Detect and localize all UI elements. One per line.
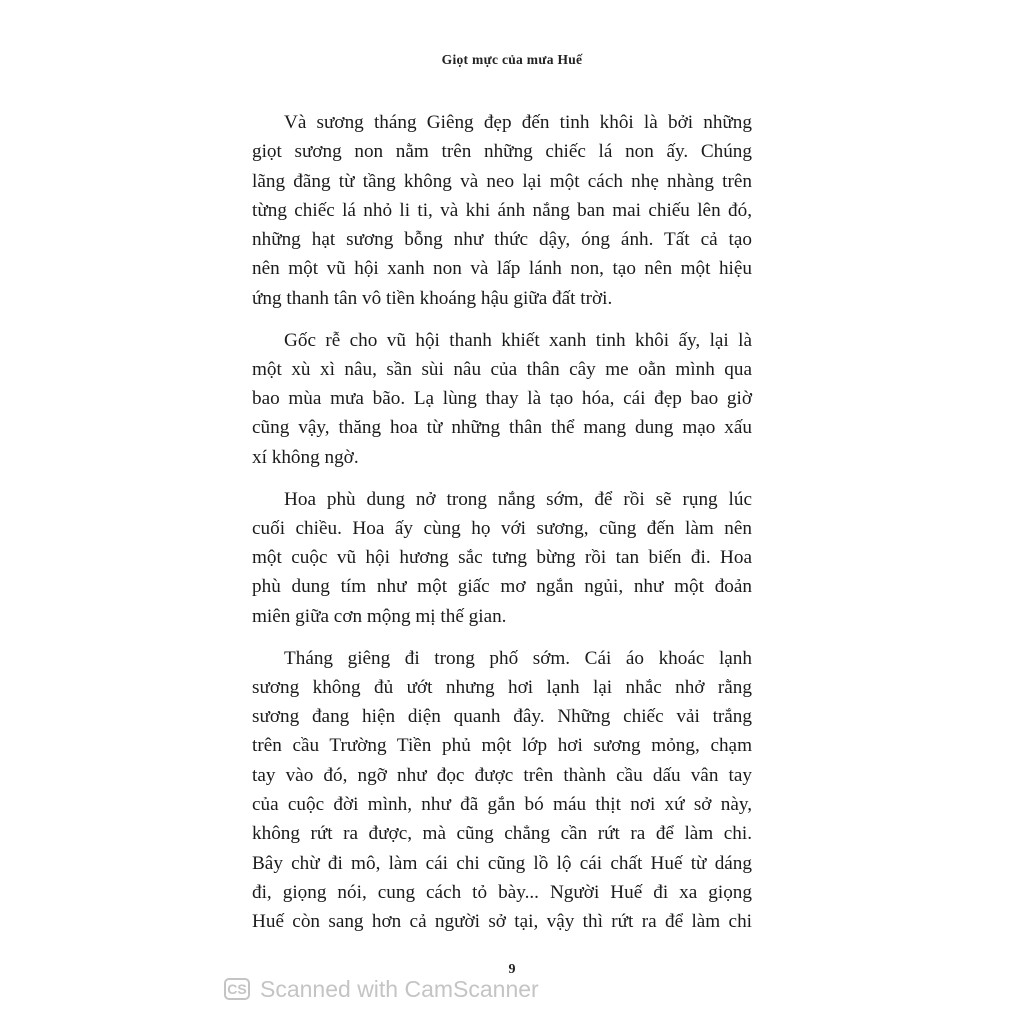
text-line: giọt sương non nằm trên những chiếc lá non ấy. Chúng <box>252 141 752 163</box>
camscanner-watermark <box>224 974 539 1004</box>
text-line: ứng thanh tân vô tiền khoáng hậu giữa đất trời. <box>252 287 613 309</box>
paragraph <box>252 485 752 631</box>
text-line: những hạt sương bỗng như thức dậy, óng ánh. Tất cả tạo <box>252 229 752 251</box>
text-line: lãng đãng từ tầng không và neo lại một cách nhẹ nhàng trên <box>252 170 752 192</box>
text-line: sương không đủ ướt nhưng hơi lạnh lại nhắc nhở rằng <box>252 676 752 698</box>
text-line: cuối chiều. Hoa ấy cùng họ với sương, cũng đến làm nên <box>252 517 752 539</box>
text-line: không rứt ra được, mà cũng chẳng cần rứt ra để làm chi. <box>252 823 752 845</box>
text-line: tay vào đó, ngỡ như đọc được trên thành cầu dấu vân tay <box>252 764 752 786</box>
text-line: Huế còn sang hơn cả người sở tại, vậy thì rứt ra để làm chi <box>252 911 752 933</box>
text-line: Tháng giêng đi trong phố sớm. Cái áo khoác lạnh <box>284 647 752 669</box>
text-line: đi, giọng nói, cung cách tỏ bày... Người Huế đi xa giọng <box>252 881 752 903</box>
text-line: của cuộc đời mình, như đã gắn bó máu thịt nơi xứ sở này, <box>252 794 752 816</box>
text-line: một cuộc vũ hội hương sắc tưng bừng rồi tan biến đi. Hoa <box>252 547 752 569</box>
text-line: một xù xì nâu, sần sùi nâu của thân cây me oằn mình qua <box>252 358 752 380</box>
text-line: từng chiếc lá nhỏ li ti, và khi ánh nắng ban mai chiếu lên đó, <box>252 199 752 221</box>
text-line: phù dung tím như một giấc mơ ngắn ngủi, như một đoản <box>252 576 752 598</box>
watermark-text: Scanned with CamScanner <box>260 975 539 1002</box>
running-header: Giọt mực của mưa Huế <box>441 52 583 67</box>
page-number: 9 <box>508 962 516 977</box>
text-line: sương đang hiện diện quanh đây. Những chiếc vải trắng <box>252 706 752 728</box>
text-line: Hoa phù dung nở trong nắng sớm, để rồi sẽ rụng lúc <box>284 488 752 510</box>
text-line: Gốc rễ cho vũ hội thanh khiết xanh tinh khôi ấy, lại là <box>284 329 752 351</box>
text-line: nên một vũ hội xanh non và lấp lánh non, tạo nên một hiệu <box>252 258 752 280</box>
text-line: cũng vậy, thăng hoa từ những thân thể mang dung mạo xấu <box>252 417 752 439</box>
paragraph <box>252 644 752 937</box>
text-line: xí không ngờ. <box>252 446 359 468</box>
text-line: miên giữa cơn mộng mị thế gian. <box>252 605 507 627</box>
body-text <box>252 108 752 949</box>
paragraph <box>252 108 752 313</box>
text-line: trên cầu Trường Tiền phủ một lớp hơi sương mỏng, chạm <box>252 735 752 757</box>
camscanner-logo-icon: CS <box>224 978 250 1000</box>
text-line: Và sương tháng Giêng đẹp đến tinh khôi là bởi những <box>284 112 752 133</box>
paragraph <box>252 326 752 472</box>
text-line: bao mùa mưa bão. Lạ lùng thay là tạo hóa, cái đẹp bao giờ <box>252 388 752 410</box>
text-line: Bây chừ đi mô, làm cái chi cũng lồ lộ cái chất Huế từ dáng <box>252 852 752 874</box>
